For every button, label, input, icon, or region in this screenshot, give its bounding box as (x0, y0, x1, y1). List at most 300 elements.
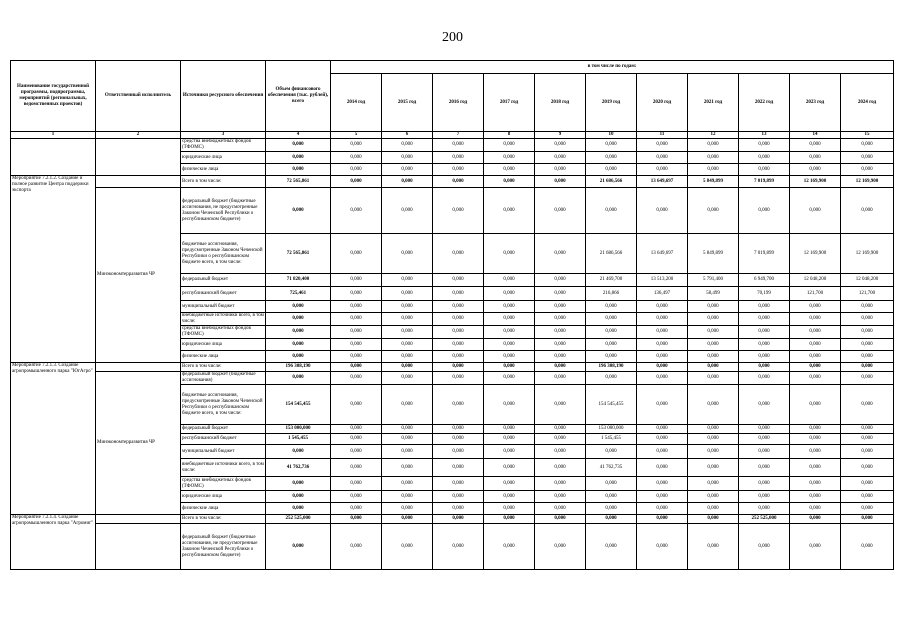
year-value-cell: 0,000 (688, 385, 739, 425)
year-value-cell: 0,000 (688, 351, 739, 363)
year-value-cell: 0,000 (790, 425, 841, 434)
year-value-cell: 0,000 (433, 372, 484, 385)
year-value-cell: 0,000 (382, 339, 433, 351)
total-cell: 0,000 (266, 445, 331, 459)
year-value-cell: 0,000 (484, 164, 535, 176)
year-value-cell: 0,000 (688, 339, 739, 351)
funding-source-cell: средства внебюджетных фондов (ТФОМС) (181, 139, 266, 152)
year-value-cell: 0,000 (637, 164, 688, 176)
year-value-cell: 0,000 (382, 459, 433, 477)
year-value-cell: 0,000 (331, 164, 382, 176)
year-value-cell: 0,000 (484, 351, 535, 363)
year-value-cell: 0,000 (535, 339, 586, 351)
year-value-cell: 70,199 (739, 287, 790, 301)
year-value-cell: 0,000 (535, 188, 586, 234)
year-value-cell: 0,000 (382, 425, 433, 434)
funding-source-cell: Всего в том числе: (181, 363, 266, 372)
year-value-cell: 0,000 (535, 152, 586, 164)
year-value-cell: 0,000 (331, 434, 382, 445)
year-value-cell: 0,000 (841, 139, 894, 152)
header-column-number: 3 (181, 132, 266, 139)
year-value-cell: 0,000 (382, 372, 433, 385)
funding-source-cell: республиканский бюджет (181, 287, 266, 301)
year-value-cell: 0,000 (739, 372, 790, 385)
year-value-cell: 0,000 (484, 385, 535, 425)
year-value-cell: 0,000 (586, 326, 637, 339)
year-value-cell: 0,000 (331, 524, 382, 570)
year-value-cell: 5 849,899 (688, 234, 739, 274)
year-value-cell: 0,000 (382, 274, 433, 287)
header-column-number: 9 (535, 132, 586, 139)
year-value-cell: 0,000 (535, 459, 586, 477)
year-value-cell: 0,000 (484, 326, 535, 339)
year-value-cell: 0,000 (688, 459, 739, 477)
year-value-cell: 0,000 (535, 164, 586, 176)
year-value-cell: 153 000,000 (586, 425, 637, 434)
total-cell: 252 525,000 (266, 515, 331, 524)
year-value-cell: 0,000 (331, 326, 382, 339)
year-value-cell: 13 649,697 (637, 176, 688, 188)
header-year: 2020 год (637, 74, 688, 132)
year-value-cell: 0,000 (637, 425, 688, 434)
year-value-cell: 0,000 (382, 385, 433, 425)
year-value-cell: 0,000 (484, 459, 535, 477)
year-value-cell: 0,000 (637, 515, 688, 524)
year-value-cell: 13 513,200 (637, 274, 688, 287)
year-value-cell: 0,000 (433, 477, 484, 491)
executor-cell: Минэкономтерразвития ЧР (96, 372, 181, 515)
total-cell: 0,000 (266, 477, 331, 491)
header-source: Источники ресурсного обеспечения (181, 61, 266, 132)
year-value-cell: 0,000 (688, 477, 739, 491)
funding-source-cell: муниципальный бюджет (181, 445, 266, 459)
year-value-cell: 0,000 (841, 425, 894, 434)
funding-source-cell: средства внебюджетных фондов (ТФОМС) (181, 326, 266, 339)
year-value-cell: 0,000 (586, 503, 637, 515)
year-value-cell: 21 686,566 (586, 234, 637, 274)
year-value-cell: 0,000 (535, 477, 586, 491)
year-value-cell: 0,000 (688, 164, 739, 176)
year-value-cell: 0,000 (637, 301, 688, 313)
year-value-cell: 0,000 (739, 301, 790, 313)
year-value-cell: 12 048,200 (841, 274, 894, 287)
year-value-cell: 0,000 (739, 434, 790, 445)
total-cell: 196 308,190 (266, 363, 331, 372)
year-value-cell: 0,000 (331, 188, 382, 234)
year-value-cell: 0,000 (433, 176, 484, 188)
year-value-cell: 0,000 (739, 385, 790, 425)
year-value-cell: 0,000 (433, 339, 484, 351)
page-number: 200 (442, 30, 463, 45)
header-year: 2019 год (586, 74, 637, 132)
year-value-cell: 0,000 (433, 425, 484, 434)
year-value-cell: 0,000 (739, 139, 790, 152)
year-value-cell: 0,000 (484, 503, 535, 515)
year-value-cell: 0,000 (688, 372, 739, 385)
header-column-number: 13 (739, 132, 790, 139)
total-cell: 0,000 (266, 301, 331, 313)
header-column-number: 11 (637, 132, 688, 139)
year-value-cell: 0,000 (637, 351, 688, 363)
year-value-cell: 0,000 (382, 152, 433, 164)
funding-source-cell: муниципальный бюджет (181, 301, 266, 313)
funding-source-cell: федеральный бюджет (181, 274, 266, 287)
year-value-cell: 0,000 (535, 425, 586, 434)
year-value-cell: 0,000 (739, 152, 790, 164)
year-value-cell: 0,000 (331, 339, 382, 351)
year-value-cell: 0,000 (331, 152, 382, 164)
year-value-cell: 0,000 (841, 152, 894, 164)
year-value-cell: 0,000 (841, 385, 894, 425)
header-year: 2014 год (331, 74, 382, 132)
year-value-cell: 12 169,900 (841, 234, 894, 274)
year-value-cell: 0,000 (484, 274, 535, 287)
year-value-cell: 0,000 (484, 515, 535, 524)
total-cell: 72 565,861 (266, 234, 331, 274)
year-value-cell: 0,000 (484, 524, 535, 570)
year-value-cell: 0,000 (637, 363, 688, 372)
year-value-cell: 0,000 (586, 339, 637, 351)
year-value-cell: 121,700 (790, 287, 841, 301)
year-value-cell: 0,000 (331, 385, 382, 425)
year-value-cell: 0,000 (331, 287, 382, 301)
year-value-cell: 0,000 (382, 188, 433, 234)
funding-source-cell: юридические лица (181, 152, 266, 164)
year-value-cell: 0,000 (535, 274, 586, 287)
year-value-cell: 0,000 (586, 491, 637, 503)
year-value-cell: 0,000 (790, 139, 841, 152)
year-value-cell: 0,000 (790, 524, 841, 570)
header-total: Объем финансового обеспечения (тыс. рублей), всего (266, 61, 331, 132)
total-cell: 0,000 (266, 491, 331, 503)
year-value-cell: 41 762,735 (586, 459, 637, 477)
year-value-cell: 0,000 (586, 524, 637, 570)
table-body (11, 139, 894, 570)
year-value-cell: 0,000 (637, 524, 688, 570)
year-value-cell: 7 019,899 (739, 176, 790, 188)
year-value-cell: 0,000 (382, 515, 433, 524)
funding-source-cell: федеральный бюджет (бюджетные ассигнования, не предусмотренные Законом Чеченской Республики о республиканском бюджете) (181, 188, 266, 234)
table-row (11, 515, 894, 524)
year-value-cell: 0,000 (484, 287, 535, 301)
total-cell: 0,000 (266, 339, 331, 351)
year-value-cell: 0,000 (484, 152, 535, 164)
year-value-cell: 0,000 (790, 445, 841, 459)
total-cell: 0,000 (266, 524, 331, 570)
year-value-cell: 0,000 (790, 503, 841, 515)
table-row (11, 139, 894, 152)
year-value-cell: 0,000 (841, 372, 894, 385)
year-value-cell: 21 469,700 (586, 274, 637, 287)
year-value-cell: 0,000 (586, 351, 637, 363)
funding-source-cell: внебюджетные источники всего, в том числе: (182, 313, 264, 324)
year-value-cell: 0,000 (841, 503, 894, 515)
year-value-cell: 21 686,566 (586, 176, 637, 188)
year-value-cell: 0,000 (841, 188, 894, 234)
year-value-cell: 0,000 (688, 363, 739, 372)
year-value-cell: 0,000 (688, 434, 739, 445)
year-value-cell: 0,000 (739, 503, 790, 515)
measure-name-cell (11, 139, 96, 176)
year-value-cell: 0,000 (790, 351, 841, 363)
year-value-cell: 0,000 (433, 301, 484, 313)
measure-name-cell: Мероприятие 7.2.1.2. Создание и полное развитие Центра поддержки экспорта (11, 176, 96, 363)
year-value-cell: 0,000 (688, 515, 739, 524)
year-value-cell: 0,000 (331, 515, 382, 524)
total-cell: 153 000,000 (266, 425, 331, 434)
year-value-cell: 0,000 (637, 326, 688, 339)
year-value-cell: 216,866 (586, 287, 637, 301)
total-cell: 0,000 (266, 351, 331, 363)
year-value-cell: 0,000 (331, 274, 382, 287)
year-value-cell: 58,499 (688, 287, 739, 301)
year-value-cell: 0,000 (535, 445, 586, 459)
year-value-cell: 0,000 (739, 524, 790, 570)
header-name: Наименование государственной программы, подпрограммы, мероприятий (региональных, ведомственных проектов) (11, 61, 96, 132)
year-value-cell: 0,000 (535, 326, 586, 339)
year-value-cell: 0,000 (586, 164, 637, 176)
year-value-cell: 0,000 (586, 515, 637, 524)
header-column-number: 6 (382, 132, 433, 139)
year-value-cell: 0,000 (535, 385, 586, 425)
year-value-cell: 0,000 (433, 139, 484, 152)
year-value-cell: 5 849,899 (688, 176, 739, 188)
year-value-cell: 0,000 (331, 372, 382, 385)
year-value-cell: 0,000 (739, 477, 790, 491)
total-cell: 0,000 (266, 372, 331, 385)
header-column-number: 5 (331, 132, 382, 139)
funding-source-cell: средства внебюджетных фондов (ТФОМС) (181, 477, 266, 491)
year-value-cell: 0,000 (331, 459, 382, 477)
total-cell: 154 545,455 (266, 385, 331, 425)
year-value-cell: 196 308,190 (586, 363, 637, 372)
year-value-cell: 0,000 (841, 313, 894, 326)
header-executor: Ответственный исполнитель (96, 61, 181, 132)
year-value-cell: 0,000 (433, 326, 484, 339)
year-value-cell: 0,000 (739, 339, 790, 351)
measure-name-cell: Мероприятие 7.2.1.3. Создание агропромышленного парка "ЮгАгро" (11, 363, 96, 515)
year-value-cell: 0,000 (841, 351, 894, 363)
year-value-cell: 0,000 (535, 491, 586, 503)
header-column-number: 8 (484, 132, 535, 139)
table-row (11, 188, 894, 234)
year-value-cell: 0,000 (535, 515, 586, 524)
year-value-cell: 0,000 (688, 445, 739, 459)
year-value-cell: 0,000 (586, 445, 637, 459)
total-cell: 0,000 (266, 188, 331, 234)
year-value-cell: 0,000 (535, 313, 586, 326)
header-year: 2021 год (688, 74, 739, 132)
year-value-cell: 0,000 (382, 313, 433, 326)
year-value-cell: 0,000 (433, 434, 484, 445)
year-value-cell: 0,000 (535, 363, 586, 372)
year-value-cell: 0,000 (790, 164, 841, 176)
header-year: 2015 год (382, 74, 433, 132)
header-column-number: 12 (688, 132, 739, 139)
year-value-cell: 0,000 (637, 503, 688, 515)
funding-source-cell: Всего в том числе: (181, 176, 266, 188)
budget-table (10, 60, 894, 570)
year-value-cell: 0,000 (484, 425, 535, 434)
total-cell: 0,000 (266, 313, 331, 326)
year-value-cell: 0,000 (331, 425, 382, 434)
year-value-cell: 0,000 (790, 188, 841, 234)
year-value-cell: 0,000 (739, 459, 790, 477)
funding-source-cell: федеральный бюджет (бюджетные ассигнования, не предусмотренные Законом Чеченской Республики о республиканском бюджете) (181, 524, 266, 570)
year-value-cell: 0,000 (841, 326, 894, 339)
header-year: 2017 год (484, 74, 535, 132)
year-value-cell: 0,000 (790, 477, 841, 491)
year-value-cell: 0,000 (331, 363, 382, 372)
year-value-cell: 0,000 (331, 301, 382, 313)
table-row (11, 363, 894, 372)
year-value-cell: 5 791,400 (688, 274, 739, 287)
total-cell: 725,461 (266, 287, 331, 301)
year-value-cell: 0,000 (484, 313, 535, 326)
year-value-cell: 0,000 (433, 491, 484, 503)
year-value-cell: 0,000 (331, 139, 382, 152)
year-value-cell: 0,000 (535, 434, 586, 445)
year-value-cell: 0,000 (382, 351, 433, 363)
header-column-numbers (11, 132, 894, 139)
year-value-cell: 0,000 (382, 363, 433, 372)
year-value-cell: 0,000 (637, 459, 688, 477)
year-value-cell: 13 649,697 (637, 234, 688, 274)
funding-source-cell: бюджетные ассигнования, предусмотренные Законом Чеченской Республики о республиканском бюджете всего, в том числе: (181, 234, 266, 274)
year-value-cell: 121,700 (841, 287, 894, 301)
year-value-cell: 0,000 (790, 339, 841, 351)
executor-cell-empty (96, 363, 181, 372)
year-value-cell: 0,000 (637, 445, 688, 459)
total-cell: 0,000 (266, 326, 331, 339)
total-cell: 72 565,861 (266, 176, 331, 188)
year-value-cell: 6 949,700 (739, 274, 790, 287)
year-value-cell: 0,000 (433, 274, 484, 287)
year-value-cell: 0,000 (433, 445, 484, 459)
year-value-cell: 0,000 (331, 234, 382, 274)
year-value-cell: 0,000 (841, 301, 894, 313)
executor-cell: Минэкономтерразвития ЧР (96, 188, 181, 363)
year-value-cell: 0,000 (790, 459, 841, 477)
year-value-cell: 0,000 (637, 477, 688, 491)
year-value-cell: 0,000 (688, 491, 739, 503)
year-value-cell: 0,000 (637, 491, 688, 503)
year-value-cell: 0,000 (382, 287, 433, 301)
header-year: 2018 год (535, 74, 586, 132)
year-value-cell: 0,000 (637, 339, 688, 351)
year-value-cell: 0,000 (382, 434, 433, 445)
year-value-cell: 0,000 (535, 351, 586, 363)
year-value-cell: 0,000 (739, 425, 790, 434)
year-value-cell: 0,000 (484, 477, 535, 491)
year-value-cell: 0,000 (535, 372, 586, 385)
year-value-cell: 0,000 (433, 234, 484, 274)
year-value-cell: 0,000 (841, 524, 894, 570)
year-value-cell: 0,000 (331, 491, 382, 503)
year-value-cell: 0,000 (790, 385, 841, 425)
header-column-number: 2 (96, 132, 181, 139)
executor-cell-empty (96, 515, 181, 524)
table-header (11, 61, 894, 139)
year-value-cell: 0,000 (637, 372, 688, 385)
year-value-cell: 0,000 (484, 176, 535, 188)
year-value-cell: 0,000 (841, 363, 894, 372)
year-value-cell: 0,000 (433, 385, 484, 425)
year-value-cell: 0,000 (739, 188, 790, 234)
year-value-cell: 12 048,200 (790, 274, 841, 287)
year-value-cell: 1 545,455 (586, 434, 637, 445)
year-value-cell: 0,000 (382, 234, 433, 274)
year-value-cell: 0,000 (790, 515, 841, 524)
year-value-cell: 0,000 (739, 164, 790, 176)
executor-cell (96, 524, 181, 570)
year-value-cell: 0,000 (586, 188, 637, 234)
year-value-cell: 0,000 (382, 326, 433, 339)
year-value-cell: 0,000 (382, 445, 433, 459)
year-value-cell: 0,000 (433, 164, 484, 176)
year-value-cell: 0,000 (637, 139, 688, 152)
year-value-cell: 0,000 (586, 301, 637, 313)
year-value-cell: 0,000 (433, 313, 484, 326)
year-value-cell: 0,000 (382, 301, 433, 313)
header-year: 2016 год (433, 74, 484, 132)
year-value-cell: 0,000 (331, 313, 382, 326)
year-value-cell: 0,000 (739, 326, 790, 339)
year-value-cell: 0,000 (841, 445, 894, 459)
year-value-cell: 0,000 (841, 434, 894, 445)
year-value-cell: 7 019,899 (739, 234, 790, 274)
year-value-cell: 0,000 (433, 524, 484, 570)
year-value-cell: 0,000 (688, 139, 739, 152)
total-cell: 41 762,736 (266, 459, 331, 477)
header-column-number: 4 (266, 132, 331, 139)
year-value-cell: 0,000 (688, 326, 739, 339)
year-value-cell: 0,000 (382, 164, 433, 176)
header-years-group: в том числе по годам: (331, 61, 894, 74)
table-row (11, 524, 894, 570)
year-value-cell: 0,000 (331, 503, 382, 515)
year-value-cell: 0,000 (739, 313, 790, 326)
year-value-cell: 0,000 (790, 313, 841, 326)
funding-source-cell: внебюджетные источники всего, в том числе: (181, 459, 266, 477)
year-value-cell: 0,000 (433, 188, 484, 234)
year-value-cell: 12 169,900 (790, 176, 841, 188)
year-value-cell: 0,000 (841, 459, 894, 477)
year-value-cell: 0,000 (637, 313, 688, 326)
year-value-cell: 0,000 (331, 445, 382, 459)
year-value-cell: 0,000 (382, 524, 433, 570)
total-cell: 0,000 (266, 164, 331, 176)
year-value-cell: 0,000 (382, 139, 433, 152)
total-cell: 71 820,400 (266, 274, 331, 287)
year-value-cell: 0,000 (331, 477, 382, 491)
funding-source-cell: Всего в том числе: (181, 515, 266, 524)
year-value-cell: 0,000 (841, 339, 894, 351)
year-value-cell: 0,000 (484, 188, 535, 234)
funding-source-cell: республиканский бюджет (181, 434, 266, 445)
year-value-cell: 252 525,000 (739, 515, 790, 524)
year-value-cell: 0,000 (535, 301, 586, 313)
year-value-cell: 0,000 (637, 385, 688, 425)
header-column-number: 7 (433, 132, 484, 139)
year-value-cell: 0,000 (331, 351, 382, 363)
header-column-number: 10 (586, 132, 637, 139)
total-cell: 1 545,455 (266, 434, 331, 445)
header-column-number: 15 (841, 132, 894, 139)
year-value-cell: 0,000 (790, 326, 841, 339)
funding-source-cell: юридические лица (181, 339, 266, 351)
year-value-cell: 12 169,900 (790, 234, 841, 274)
